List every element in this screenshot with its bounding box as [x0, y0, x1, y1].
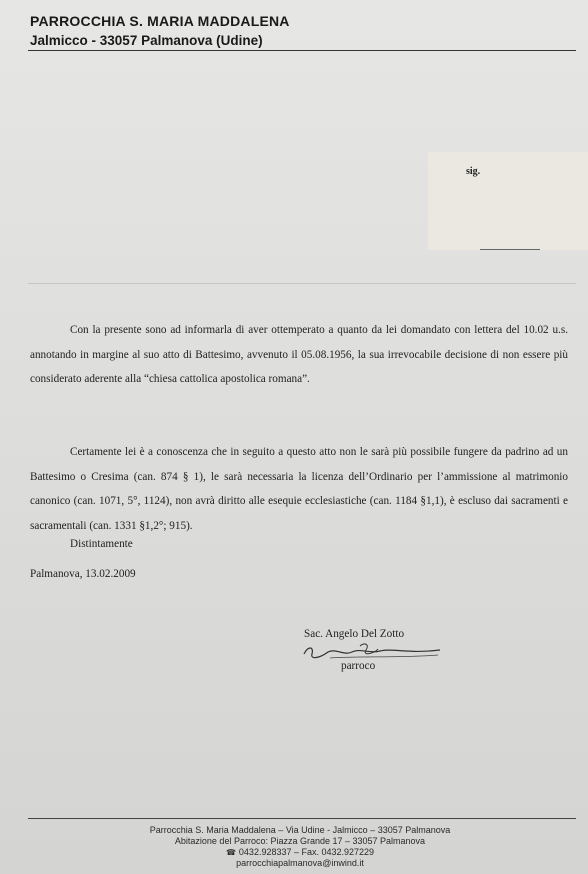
header-divider — [28, 50, 576, 51]
recipient-underline — [480, 249, 540, 250]
body-paragraph-2: Certamente lei è a conoscenza che in seguito a questo atto non le sarà più possibile fungere da padrino ad un Battesimo o Cresima (can. 874 § 1), le sarà necessaria la licenza dell’Ordinario per l’ammissione al matrimonio canonico (can. 1071, 5°, 1124), non avrà diritto alle esequie ecclesiastiche (can. 1184 §1,1), è escluso dai sacramenti e sacramentali (can. 1331 §1,2°; 915). — [30, 446, 568, 532]
footer-line-3 — [40, 847, 560, 858]
recipient-label: sig. — [466, 166, 481, 177]
footer-divider — [28, 818, 576, 819]
body-paragraph-1: Con la presente sono ad informarla di aver ottemperato a quanto da lei domandato con lettera del 10.02 u.s. annotando in margine al suo atto di Battesimo, avvenuto il 05.08.1956, la sua irrevocabile decisione di non essere più considerato aderente alla “chiesa cattolica apostolica romana”. — [30, 324, 568, 385]
footer-email: parrocchiapalmanova@inwind.it — [236, 858, 364, 868]
faint-divider — [28, 283, 576, 284]
signer-name: Sac. Angelo Del Zotto — [304, 628, 405, 640]
footer-line-2: Abitazione del Parroco: Piazza Grande 17 – 33057 Palmanova — [174, 836, 426, 846]
signer-role: parroco — [341, 660, 376, 672]
parish-address: Jalmicco - 33057 Palmanova (Udine) — [30, 33, 263, 48]
footer-line-1: Parrocchia S. Maria Maddalena – Via Udine - Jalmicco – 33057 Palmanova — [149, 825, 451, 835]
footer-phone-fax: 0432.928337 – Fax. 0432.927229 — [238, 847, 375, 857]
closing-salutation: Distintamente — [70, 538, 133, 550]
redacted-recipient-block — [428, 152, 588, 250]
handwritten-signature — [300, 640, 450, 662]
telephone-icon: ☎ — [225, 848, 236, 857]
parish-name: PARROCCHIA S. MARIA MADDALENA — [30, 13, 290, 29]
place-and-date: Palmanova, 13.02.2009 — [30, 568, 136, 580]
